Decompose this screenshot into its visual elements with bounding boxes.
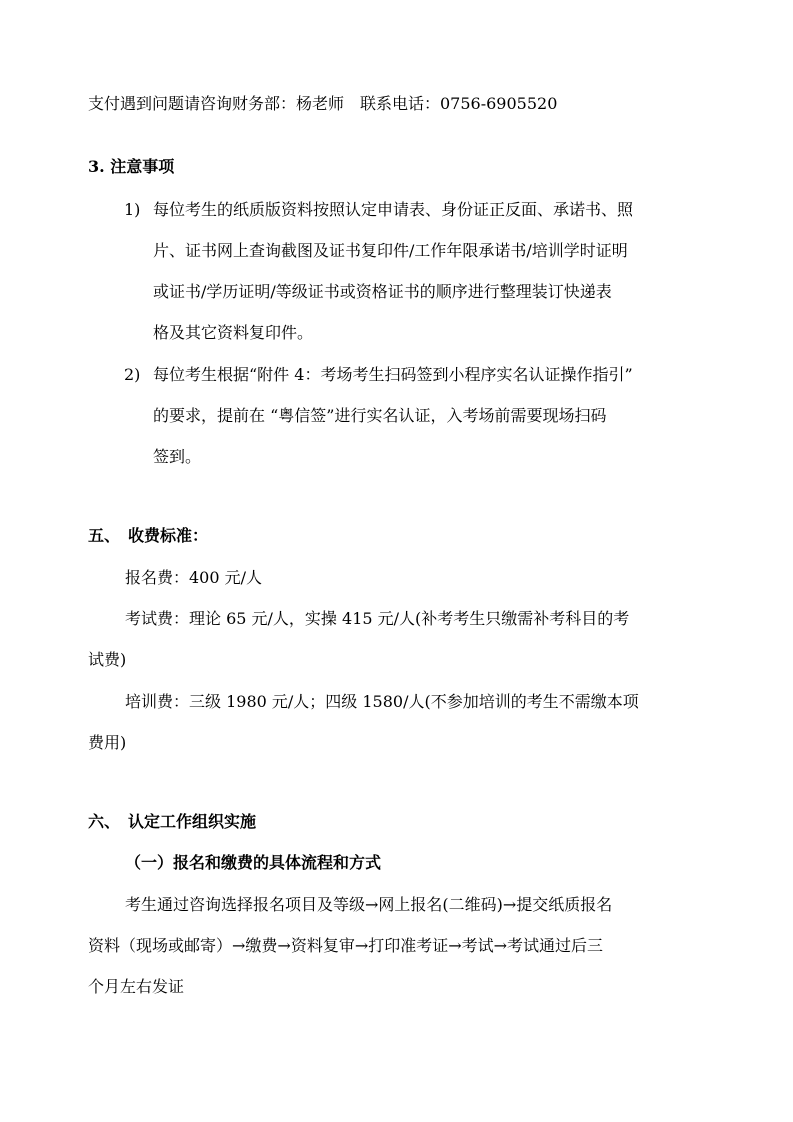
fee-exam-line-2: 试费) (88, 650, 127, 669)
organization-heading: 六、 认定工作组织实施 (88, 812, 257, 831)
process-line-3: 个月左右发证 (88, 977, 185, 996)
process-line-2: 资料（现场或邮寄）→缴费→资料复审→打印准考证→考试→考试通过后三 (88, 936, 604, 955)
note-item-2-line-1: 每位考生根据“附件 4：考场考生扫码签到小程序实名认证操作指引” (153, 365, 633, 384)
fee-registration: 报名费：400 元/人 (125, 568, 263, 587)
fee-training-line-1: 培训费：三级 1980 元/人；四级 1580/人(不参加培训的考生不需缴本项 (125, 692, 639, 711)
note-item-2-number: 2) (124, 365, 141, 384)
note-item-1-line-3: 或证书/学历证明/等级证书或资格证书的顺序进行整理装订快递表 (153, 282, 612, 301)
note-item-2-line-3: 签到。 (153, 447, 202, 466)
payment-contact-line: 支付遇到问题请咨询财务部：杨老师 联系电话：0756-6905520 (88, 94, 558, 113)
fee-training-line-2: 费用) (88, 733, 127, 752)
fees-heading: 五、 收费标准： (88, 526, 209, 545)
note-item-1-line-4: 格及其它资料复印件。 (153, 323, 314, 342)
process-line-1: 考生通过咨询选择报名项目及等级→网上报名(二维码)→提交纸质报名 (125, 895, 613, 914)
notes-heading: 3. 注意事项 (88, 157, 175, 176)
note-item-1-line-2: 片、证书网上查询截图及证书复印件/工作年限承诺书/培训学时证明 (153, 241, 628, 260)
note-item-1-number: 1) (124, 200, 141, 219)
registration-process-subheading: （一）报名和缴费的具体流程和方式 (125, 853, 382, 872)
note-item-2-line-2: 的要求，提前在 “粤信签”进行实名认证，入考场前需要现场扫码 (153, 406, 607, 425)
note-item-1-line-1: 每位考生的纸质版资料按照认定申请表、身份证正反面、承诺书、照 (153, 200, 634, 219)
fee-exam-line-1: 考试费：理论 65 元/人，实操 415 元/人(补考考生只缴需补考科目的考 (125, 609, 630, 628)
